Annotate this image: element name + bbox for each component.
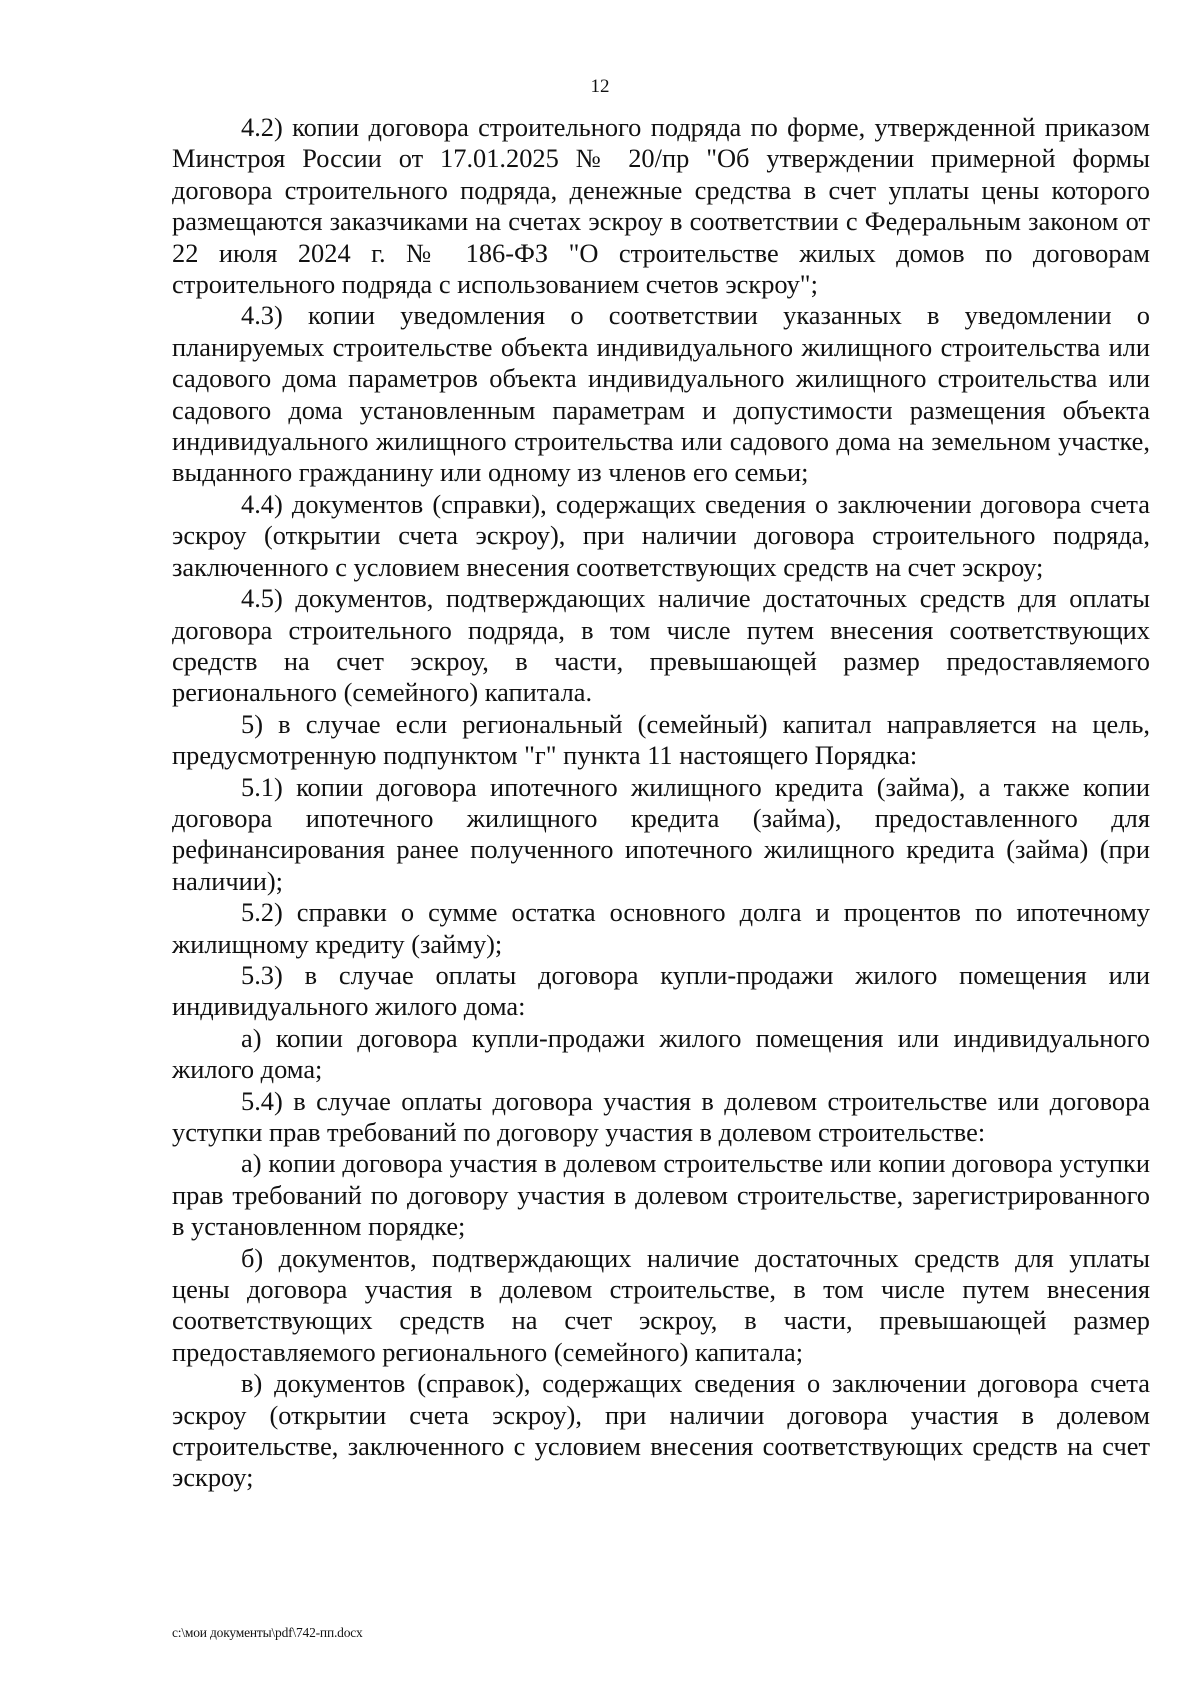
paragraph-5-2: 5.2) справки о сумме остатка основного долга и процентов по ипотечному жилищному кредиту (займу); <box>172 897 1150 959</box>
paragraph-4-2: 4.2) копии договора строительного подряда по форме, утвержденной приказом Минстроя России от 17.01.2025 № 20/пр "Об утверждении примерной формы договора строительного подряда, денежные средства в счет уплаты цены которого размещаются заказчиками на счетах эскроу в соответствии с Федеральным законом от 22 июля 2024 г. № 186-ФЗ "О строительстве жилых домов по договорам строительного подряда с использованием счетов эскроу"; <box>172 112 1150 300</box>
paragraph-5-4-b: б) документов, подтверждающих наличие достаточных средств для уплаты цены договора участия в долевом строительстве, в том числе путем внесения соответствующих средств на счет эскроу, в части, превышающей размер предоставляемого регионального (семейного) капитала; <box>172 1242 1150 1367</box>
paragraph-5-4-v: в) документов (справок), содержащих сведения о заключении договора счета эскроу (открытии счета эскроу), при наличии договора участия в долевом строительстве, заключенного с условием внесения соответствующих средств на счет эскроу; <box>172 1368 1150 1493</box>
document-body <box>172 112 1150 1494</box>
page-number: 12 <box>590 76 610 97</box>
paragraph-5-4: 5.4) в случае оплаты договора участия в долевом строительстве или договора уступки прав требований по договору участия в долевом строительстве: <box>172 1085 1150 1147</box>
paragraph-5-1: 5.1) копии договора ипотечного жилищного кредита (займа), а также копии договора ипотечного жилищного кредита (займа), предоставленного для рефинансирования ранее полученного ипотечного жилищного кредита (займа) (при наличии); <box>172 771 1150 896</box>
paragraph-5-4-a: а) копии договора участия в долевом строительстве или копии договора уступки прав требований по договору участия в долевом строительстве, зарегистрированного в установленном порядке; <box>172 1148 1150 1242</box>
paragraph-5-3-a: а) копии договора купли-продажи жилого помещения или индивидуального жилого дома; <box>172 1022 1150 1085</box>
paragraph-4-3: 4.3) копии уведомления о соответствии указанных в уведомлении о планируемых строительстве объекта индивидуального жилищного строительства или садового дома параметров объекта индивидуального жилищного строительства или садового дома установленным параметрам и допустимости размещения объекта индивидуального жилищного строительства или садового дома на земельном участке, выданного гражданину или одному из членов его семьи; <box>172 300 1150 488</box>
paragraph-5: 5) в случае если региональный (семейный) капитал направляется на цель, предусмотренную подпунктом "г" пункта 11 настоящего Порядка: <box>172 708 1150 771</box>
paragraph-4-5: 4.5) документов, подтверждающих наличие достаточных средств для оплаты договора строительного подряда, в том числе путем внесения соответствующих средств на счет эскроу, в части, превышающей размер предоставляемого регионального (семейного) капитала. <box>172 583 1150 708</box>
paragraph-4-4: 4.4) документов (справки), содержащих сведения о заключении договора счета эскроу (открытии счета эскроу), при наличии договора строительного подряда, заключенного с условием внесения соответствующих средств на счет эскроу; <box>172 488 1150 582</box>
footer-file-path: c:\мои документы\pdf\742-пп.docx <box>172 1625 363 1640</box>
paragraph-5-3: 5.3) в случае оплаты договора купли-продажи жилого помещения или индивидуального жилого дома: <box>172 959 1150 1022</box>
